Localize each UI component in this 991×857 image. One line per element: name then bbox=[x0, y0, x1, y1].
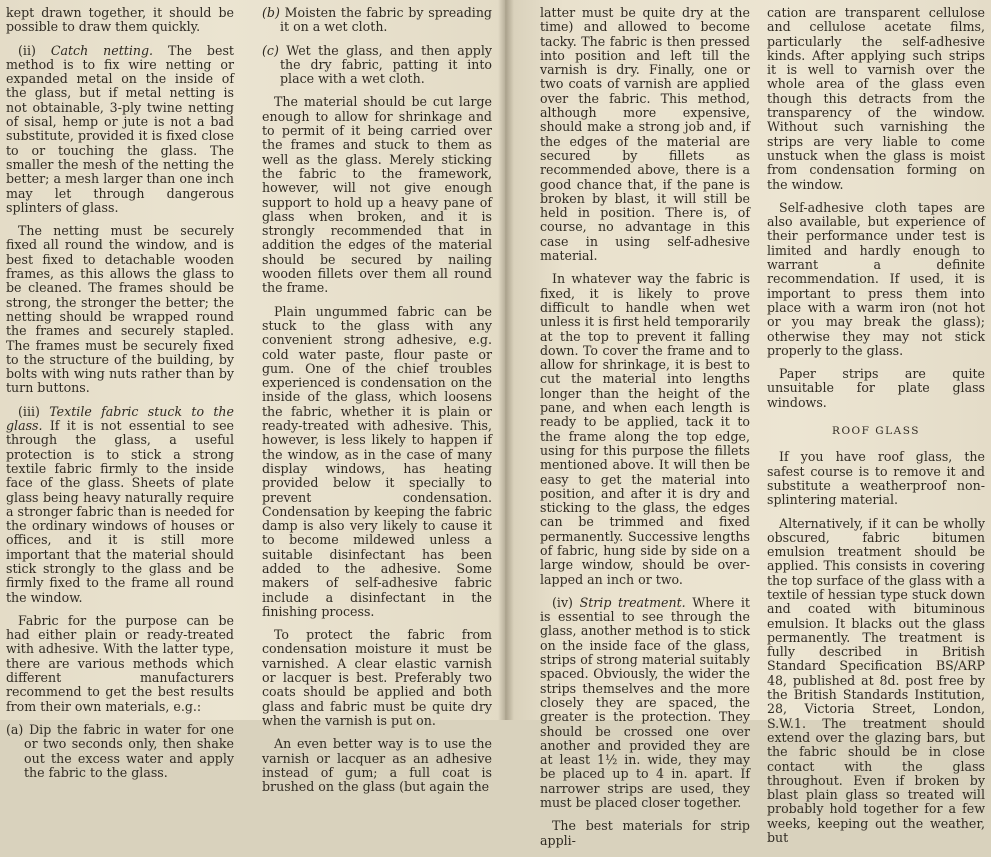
item-label: (b) bbox=[262, 5, 280, 20]
item-text: Dip the fabric in water for one or two seconds only, then shake out the excess water and apply the fabric to the glass. bbox=[24, 721, 234, 780]
left-page bbox=[0, 0, 505, 795]
item-title: Strip treatment. bbox=[579, 594, 686, 610]
paragraph: The material should be cut large enough to allow for shrinkage and to permit of it being carried over the frames and stuck to them as well as the glass. Merely sticking the fabric to the framework, however, will not give enough support to hold up a heavy pane of glass when broken, and it is strongly recommended that in addition the edges of the material should be secured by nailing wooden fillets over them all round the frame. bbox=[262, 94, 492, 296]
book-gutter bbox=[498, 0, 514, 720]
paragraph: In whatever way the fabric is fixed, it is likely to prove difficult to handle when wet unless it is first held temporarily at the top to prevent it falling down. To cover the frame and to allow for shrinkage, it is best to cut the material into lengths longer than the height of the pane, and when each length is ready to be applied, tack it to the frame along the top edge, using for this purpose the fillets mentioned above. It will then be easy to get the material into position, and after it is dry and sticking to the glass, the edges can be trimmed and fixed permanently. Successive lengths of fabric, hung side by side on a large window, should be over-lapped an inch or two. bbox=[540, 271, 750, 587]
paragraph: cation are transparent cellulose and cellulose acetate films, particularly the self-adhesive kinds. After applying such strips it is well to varnish over the whole area of the glass even though this detracts from the transparency of the window. Without such varnishing the strips are very liable to come unstuck when the glass is moist from condensation forming on the window. bbox=[767, 5, 985, 192]
item-text: The best method is to fix wire netting or expanded metal on the inside of the glass, but if metal netting is not obtainable, 3-ply twine netting of sisal, hemp or jute is not a bad substitute, provided it is fixed close to or touching the glass. The smaller the mesh of the netting the better; a mesh larger than one inch may let through dangerous splinters of glass. bbox=[6, 42, 234, 215]
paragraph: The best materials for strip appli- bbox=[540, 818, 750, 848]
paragraph: Alternatively, if it can be wholly obscured, fabric bitumen emulsion treatment should be applied. This consists in covering the top surface of the glass with a textile of hessian type stuck down and coated with bituminous emulsion. It blacks out the glass permanently. The treatment is fully described in British Standard Specification BS/ARP 48, published at 8d. post free by the British Standards Institution, 28, Victoria Street, London, S.W.1. The treatment should extend over the glazing bars, but the fabric should be in close contact with the glass throughout. Even if broken by blast plain glass so treated will probably hold together for a few weeks, keeping out the weather, but bbox=[767, 515, 985, 846]
paragraph-catch-netting bbox=[6, 44, 234, 216]
list-item-a bbox=[6, 723, 234, 780]
paragraph: Paper strips are quite unsuitable for plate glass windows. bbox=[767, 366, 985, 410]
paragraph: Self-adhesive cloth tapes are also available, but experience of their performance under test is limited and hardly enough to warrant a definite recommendation. If used, it is important to press them into place with a warm iron (not hot or you may break the glass); otherwise they may not stick properly to the glass. bbox=[767, 199, 985, 358]
item-label: (c) bbox=[262, 42, 279, 58]
paragraph: The netting must be securely fixed all round the window, and is best fixed to detachable wooden frames, as this allows the glass to be cleaned. The frames should be strong, the stronger the better; the netting should be wrapped round the frames and securely stapled. The frames must be securely fixed to the structure of the building, by bolts with wing nuts rather than by turn buttons. bbox=[6, 223, 234, 396]
paragraph: An even better way is to use the varnish or lacquer as an adhesive instead of gum; a full coat is brushed on the glass (but again the bbox=[262, 736, 492, 795]
list-item-b bbox=[262, 6, 492, 35]
item-text: Wet the glass, and then apply the dry fabric, patting it into place with a wet cloth. bbox=[280, 42, 492, 87]
paragraph: Plain ungummed fabric can be stuck to the glass with any convenient strong adhesive, e.g. cold water paste, flour paste or gum. One of the chief troubles experienced is condensation on the inside of the glass, which loosens the fabric, whether it is plain or ready-treated with adhesive. This, however, is less likely to happen if the window, as in the case of many display windows, has heating provided below it specially to prevent condensation. Condensation by keeping the fabric damp is also very likely to cause it to become mildewed unless a suitable disinfectant has been added to the adhesive. Some makers of self-adhesive fabric include a disinfectant in the finishing process. bbox=[262, 303, 492, 619]
column-3 bbox=[540, 6, 750, 857]
paragraph-strip-treatment bbox=[540, 596, 750, 810]
item-title: Catch netting. bbox=[50, 42, 154, 58]
item-label: (a) bbox=[6, 721, 24, 737]
list-item-c bbox=[262, 44, 492, 87]
paragraph: Fabric for the purpose can be had either plain or ready-treated with adhesive. With the latter type, there are various methods which different manufacturers recommend to get the best results from their own materials, e.g.: bbox=[6, 612, 234, 714]
paragraph: If you have roof glass, the safest course is to remove it and substitute a weatherproof non-splintering material. bbox=[767, 449, 985, 508]
column-4 bbox=[767, 6, 985, 854]
section-heading-roof-glass: ROOF GLASS bbox=[832, 425, 920, 438]
item-label: (iv) bbox=[552, 594, 573, 610]
column-1 bbox=[6, 6, 234, 789]
column-2 bbox=[262, 6, 492, 803]
item-text: If it is not essential to see through the glass, a useful protection is to stick a strong textile fabric firmly to the inside face of the glass. Sheets of plate glass being heavy naturally require a stronger fabric than is needed for the ordinary windows of houses or offices, and it is still more important that the material should stick strongly to the glass and be firmly fixed to the frame all round the window. bbox=[6, 418, 234, 605]
paragraph: To protect the fabric from condensation moisture it must be varnished. A clear elastic varnish or lacquer is best. Preferably two coats should be applied and both glass and fabric must be quite dry when the varnish is put on. bbox=[262, 627, 492, 728]
paragraph-textile-fabric bbox=[6, 405, 234, 605]
paragraph: kept drawn together, it should be possible to draw them quickly. bbox=[6, 5, 234, 35]
item-label: (iii) bbox=[18, 403, 40, 419]
item-title: Textile fabric stuck to the glass. bbox=[6, 403, 234, 434]
paragraph: latter must be quite dry at the time) and allowed to become tacky. The fabric is then pressed into position and left till the varnish is dry. Finally, one or two coats of varnish are applied over the fabric. This method, although more expensive, should make a strong job and, if the edges of the material are secured by fillets as recommended above, there is a good chance that, if the pane is broken by blast, it will still be held in position. There is, of course, no advantage in this case in using self-adhesive material. bbox=[540, 5, 750, 264]
item-text: Where it is essential to see through the glass, another method is to stick on the inside face of the glass, strips of strong material suitably spaced. Obviously, the wider the strips themselves and the more closely they are spaced, the greater is the protection. They should be crossed one over another and provided they are at least 1½ in. wide, they may be placed up to 4 in. apart. If narrower strips are used, they must be placed closer together. bbox=[540, 594, 750, 811]
right-page bbox=[505, 0, 991, 848]
item-text: Moisten the fabric by spreading it on a wet cloth. bbox=[280, 5, 492, 35]
item-label: (ii) bbox=[18, 42, 36, 58]
